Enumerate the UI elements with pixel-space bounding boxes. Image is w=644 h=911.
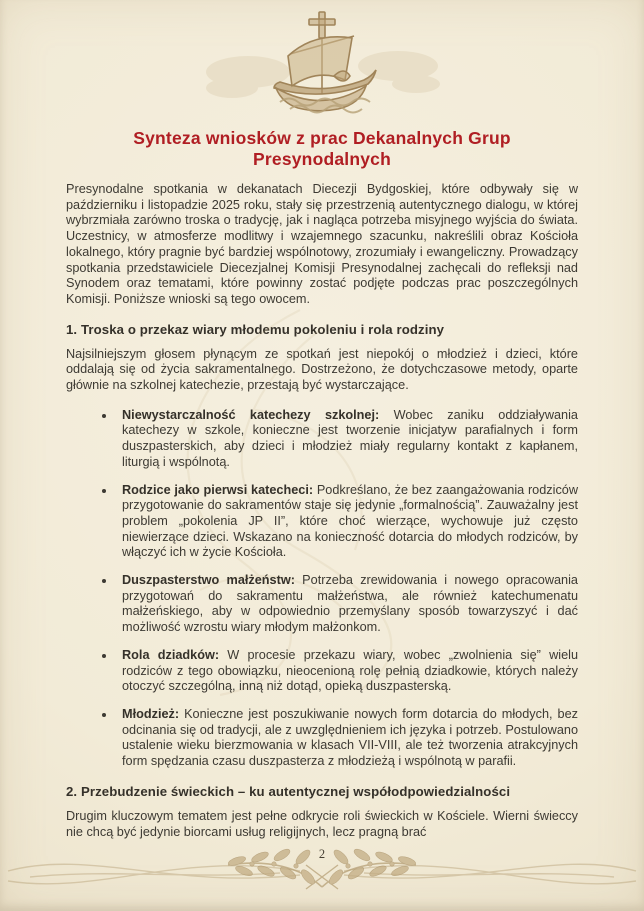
bullet-marker [102, 713, 106, 717]
bullet-item [66, 483, 578, 562]
page-title: Synteza wniosków z prac Dekanalnych Grup Presynodalnych [133, 128, 511, 169]
bullet-marker [102, 654, 106, 658]
bullet-text: W procesie przekazu wiary, wobec „zwolnienia się” wielu rodziców z tego obowiązku, nieocenioną rolę pełnią dziadkowie, których należy otoczyć szczególną, inną niż dotąd, opieką duszpasterską. [122, 647, 579, 694]
bullet-list [66, 408, 578, 770]
bullet-item [66, 707, 578, 770]
document-body [0, 170, 644, 840]
bullet-marker [102, 579, 106, 583]
bullet-text: Podkreślano, że bez zaangażowania rodziców przygotowanie do sakramentów staje się jedynie „formalnością”. Zauważalny jest problem „pokolenia JP II”, które choć wierzące, wychowuje już często niewierzące dzieci. Wskazano na konieczność dotarcia do młodych rodziców, by włączyć ich w życie Kościoła. [122, 482, 579, 560]
bullet-item [66, 648, 578, 695]
section-1-lead: Najsilniejszym głosem płynącym ze spotkań jest niepokój o młodzież i dzieci, które oddalają się od życia sakramentalnego. Dostrzeżono, że dotychczasowe metody, oparte głównie na szkolnej katechezie, przestają być wystarczające. [66, 346, 578, 393]
section-heading-1: 1. Troska o przekaz wiary młodemu pokoleniu i rola rodziny [66, 321, 445, 337]
laurel-branches-icon [0, 831, 644, 903]
boat-with-cross-icon [202, 10, 442, 114]
bullet-term: Rodzice jako pierwsi katecheci: [122, 482, 314, 497]
bullet-item [66, 408, 578, 471]
bullet-text: Wobec zaniku oddziaływania katechezy w szkole, konieczne jest tworzenie inicjatyw parafialnych i form duszpasterskich, aby dzieci i młodzież miały regularny kontakt z kapłanem, liturgią i wspólnotą. [122, 407, 578, 469]
section-2-lead: Drugim kluczowym tematem jest pełne odkrycie roli świeckich w Kościele. Wierni świeccy nie chcą być jedynie biorcami usług religijnych, lecz pragną brać [66, 808, 578, 839]
page-number: 2 [318, 847, 326, 861]
bullet-term: Młodzież: [122, 706, 180, 721]
bullet-term: Rola dziadków: [122, 647, 220, 662]
bullet-item [66, 573, 578, 636]
section-heading-2: 2. Przebudzenie świeckich – ku autentycznej współodpowiedzialności [66, 783, 511, 799]
bullet-term: Niewystarczalność katechezy szkolnej: [122, 407, 380, 422]
intro-paragraph: Presynodalne spotkania w dekanatach Diecezji Bydgoskiej, które odbywały się w październiku i listopadzie 2025 roku, stały się przestrzenią autentycznego dialogu, w której wybrzmiała zarówno troska o tradycję, jak i nagląca potrzeba misyjnego wyjścia do świata. Uczestnicy, w atmosferze modlitwy i wzajemnego szacunku, nakreślili obraz Kościoła lokalnego, który pragnie być bardziej wspólnotowy, zrozumiały i ewangeliczny. Prowadzący spotkania przedstawiciele Diecezjalnej Komisji Presynodalnej zachęcali do refleksji nad Synodem oraz tematami, które powinny zostać podjęte podczas prac poszczególnych Komisji. Poniższe wnioski są tego owocem. [66, 182, 578, 306]
bullet-text: Konieczne jest poszukiwanie nowych form dotarcia do młodych, bez odcinania się od tradycji, ale z uwzględnieniem ich języka i potrzeb. Postulowano ustalenie wieku bierzmowania w klasach VII-VIII, ale też tworzenia atrakcyjnych form spędzania czasu duszpasterza z młodzieżą i wspólnotą w parafii. [122, 706, 579, 769]
header [0, 0, 644, 118]
bullet-marker [102, 489, 106, 493]
bullet-marker [102, 414, 106, 418]
bullet-term: Duszpasterstwo małżeństw: [122, 573, 295, 588]
page-footer [0, 831, 644, 903]
bullet-text: Potrzeba zrewidowania i nowego opracowania przygotowań do sakramentu małżeństwa, ale również katechumenatu małżeńskiego, aby w odpowiednio przemyślany sposób towarzyszyć i dać możliwość wzrostu wiary młodym małżonkom. [122, 573, 578, 635]
